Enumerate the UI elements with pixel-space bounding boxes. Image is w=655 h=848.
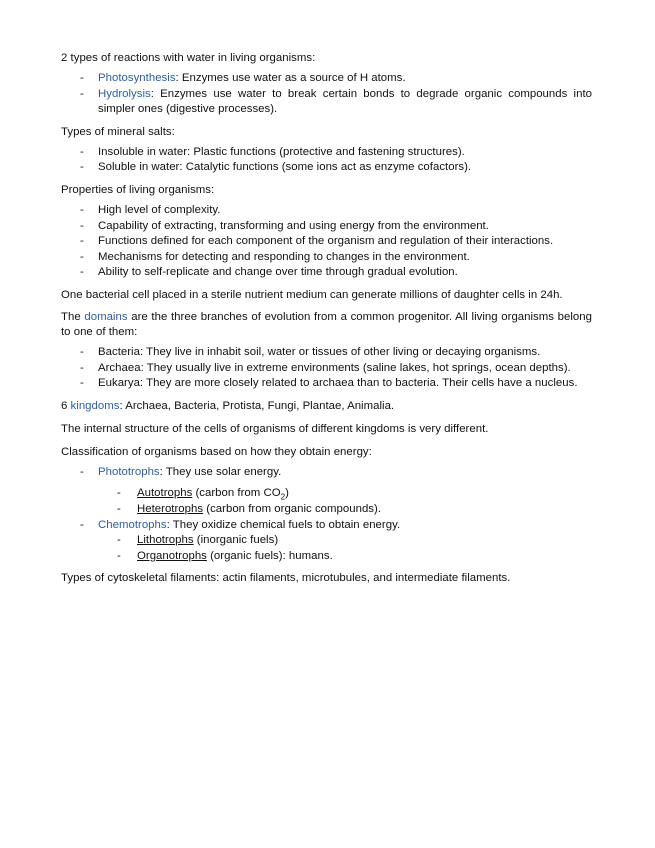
list-item: - Autotrophs (carbon from $CO_2$) — [61, 486, 592, 502]
properties-list — [61, 203, 592, 281]
chemotrophs-sublist — [61, 533, 592, 564]
list-item: - High level of complexity. — [61, 203, 592, 219]
autotrophs-term: Autotrophs — [137, 487, 193, 500]
classification-list-2 — [61, 518, 592, 534]
classification-list — [61, 465, 592, 481]
kingdoms-term: kingdoms — [70, 399, 120, 412]
internal-structure-paragraph: The internal structure of the cells of organisms of different kingdoms is very different. — [61, 422, 489, 435]
list-item: - Soluble in water: Catalytic functions (some ions act as enzyme cofactors). — [61, 160, 592, 176]
domains-term: domains — [84, 310, 128, 323]
phototrophs-sublist — [61, 486, 592, 517]
properties-heading: Properties of living organisms: — [61, 183, 215, 196]
organotrophs-term: Organotrophs — [137, 549, 207, 562]
list-item: - Hydrolysis: Enzymes use water to break certain bonds to degrade organic compounds into simpler ones (digestive processes). — [61, 87, 592, 118]
list-item: - Heterotrophs (carbon from organic compounds). — [61, 502, 592, 518]
domains-list — [61, 345, 592, 392]
cytoskeletal-paragraph: Types of cytoskeletal filaments: actin filaments, microtubules, and intermediate filaments. — [61, 572, 511, 585]
reactions-list — [61, 71, 592, 118]
list-item: - Bacteria: They live in inhabit soil, water or tissues of other living or decaying organisms. — [61, 345, 592, 361]
list-item: - Lithotrophs (inorganic fuels) — [61, 533, 592, 549]
photosynthesis-term: Photosynthesis — [98, 72, 176, 84]
reactions-heading: 2 types of reactions with water in living organisms: — [61, 52, 316, 64]
list-item: - Organotrophs (organic fuels): humans. — [61, 549, 592, 565]
classification-heading: Classification of organisms based on how they obtain energy: — [61, 445, 372, 458]
list-item: - Capability of extracting, transforming and using energy from the environment. — [61, 219, 592, 235]
kingdoms-paragraph: 6 kingdoms: Archaea, Bacteria, Protista, Fungi, Plantae, Animalia. — [61, 399, 395, 412]
list-item: - Mechanisms for detecting and responding to changes in the environment. — [61, 250, 592, 266]
list-item: - Insoluble in water: Plastic functions (protective and fastening structures). — [61, 145, 592, 161]
document-page — [61, 50, 592, 593]
list-item: - Ability to self-replicate and change over time through gradual evolution. — [61, 265, 592, 281]
salts-heading: Types of mineral salts: — [61, 125, 175, 138]
list-item: - Eukarya: They are more closely related to archaea than to bacteria. Their cells have a nucleus. — [61, 376, 592, 392]
chemotrophs-term: Chemotrophs — [98, 518, 167, 531]
hydrolysis-term: Hydrolysis — [98, 87, 151, 100]
list-item: - Functions defined for each component of the organism and regulation of their interactions. — [61, 234, 592, 250]
phototrophs-term: Phototrophs — [98, 465, 160, 478]
bacterial-cell-paragraph: One bacterial cell placed in a sterile nutrient medium can generate millions of daughter cells in 24h. — [61, 288, 563, 301]
list-item: - Chemotrophs: They oxidize chemical fuels to obtain energy. — [61, 518, 592, 534]
list-item: - Archaea: They usually live in extreme environments (saline lakes, hot springs, ocean depths). — [61, 361, 592, 377]
heterotrophs-term: Heterotrophs — [137, 502, 204, 515]
list-item: - Phototrophs: They use solar energy. — [61, 465, 592, 481]
list-item: - Photosynthesis: Enzymes use water as a source of H atoms. — [61, 71, 592, 87]
salts-list — [61, 145, 592, 176]
domains-paragraph: The domains are the three branches of evolution from a common progenitor. All living organisms belong to one of them: — [61, 310, 592, 339]
lithotrophs-term: Lithotrophs — [137, 534, 194, 547]
